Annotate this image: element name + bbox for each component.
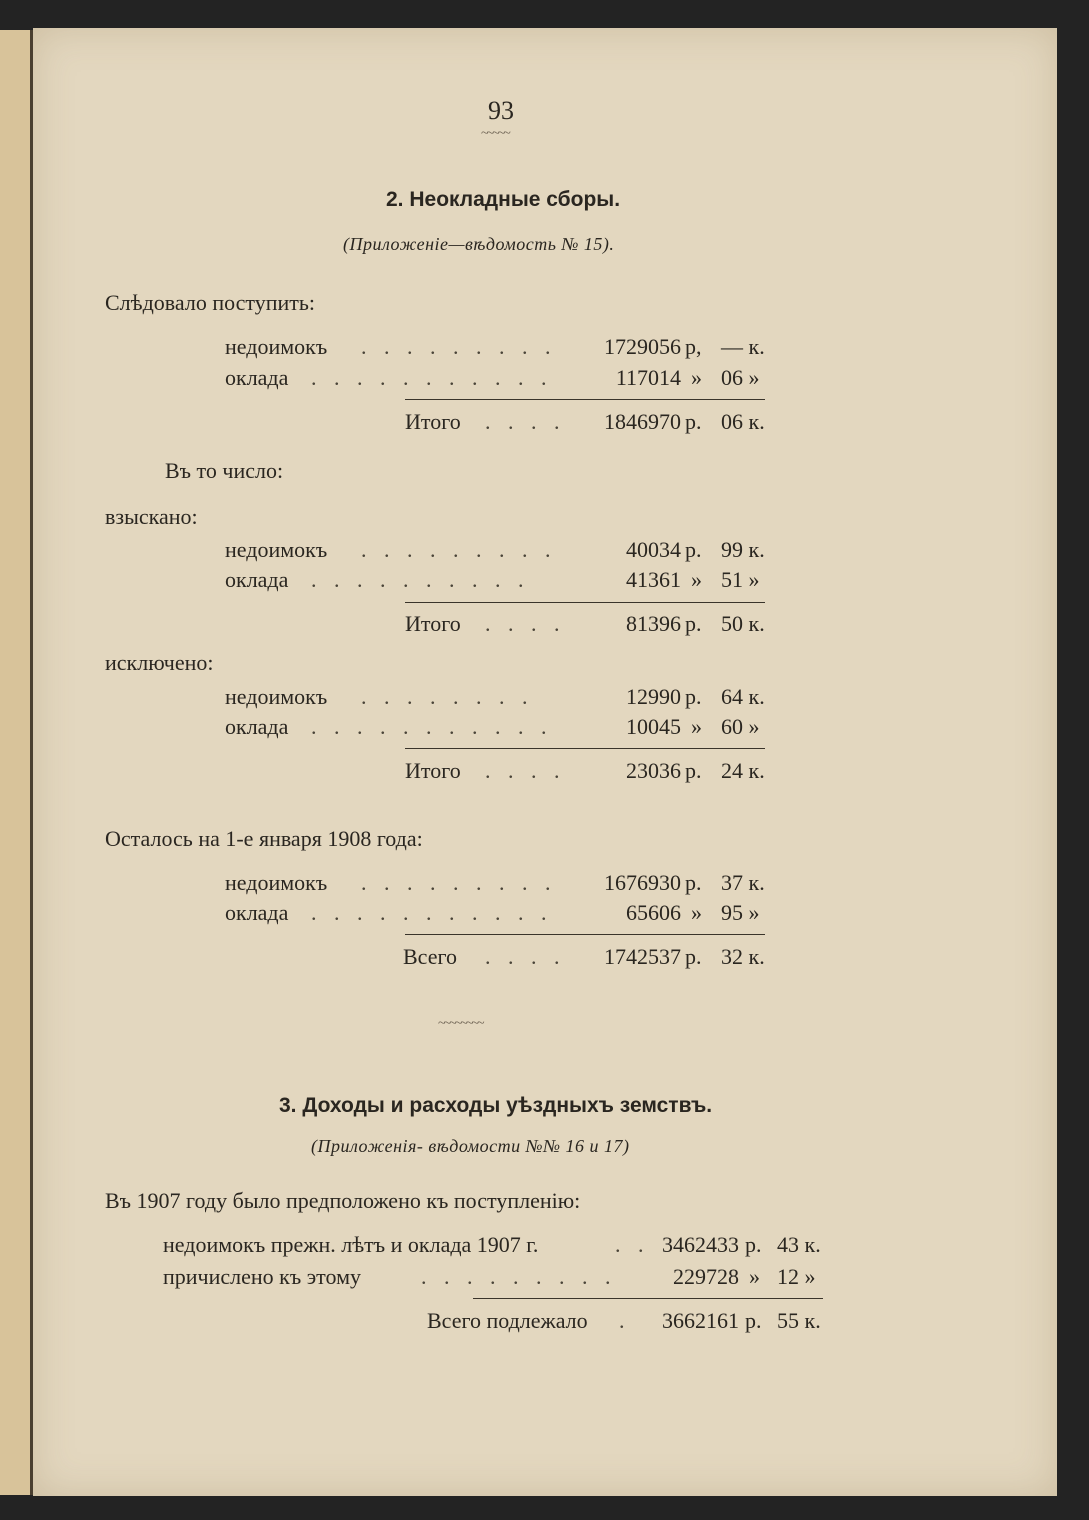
row-amount: 65606 bbox=[626, 900, 681, 925]
total-dots: . . . . bbox=[485, 944, 566, 969]
row-rub: р. bbox=[685, 684, 702, 709]
book-page bbox=[33, 28, 1057, 1496]
row-dots: . . . . . . . . . . . bbox=[311, 714, 553, 739]
total-amount: 81396 bbox=[626, 611, 681, 636]
total-rub: р. bbox=[685, 409, 702, 434]
row-kop: 64 к. bbox=[721, 684, 765, 709]
total-kop: 55 к. bbox=[777, 1308, 821, 1333]
section2-subtitle: (Приложеніе—вѣдомость № 15). bbox=[343, 234, 615, 254]
top-ornament: ~~~~~ bbox=[481, 126, 509, 141]
section3-subtitle: (Приложенія- вѣдомости №№ 16 и 17) bbox=[311, 1136, 630, 1156]
sum-rule bbox=[405, 748, 765, 749]
row-kop: 43 к. bbox=[777, 1232, 821, 1257]
row-rub: » bbox=[749, 1264, 760, 1289]
total-dots: . . . . bbox=[485, 409, 566, 434]
total-rub: р. bbox=[685, 944, 702, 969]
row-dots: . . . . . . . . bbox=[361, 684, 534, 709]
row-rub: » bbox=[691, 365, 702, 390]
adjacent-page-edge bbox=[0, 30, 33, 1495]
total-amount: 3662161 bbox=[662, 1308, 739, 1333]
total-kop: 24 к. bbox=[721, 758, 765, 783]
total-kop: 50 к. bbox=[721, 611, 765, 636]
row-rub: » bbox=[691, 900, 702, 925]
row-kop: 95 » bbox=[721, 900, 760, 925]
total-label: Итого bbox=[405, 758, 461, 783]
row-dots: . . . . . . . . . bbox=[421, 1264, 617, 1289]
total-amount: 1846970 bbox=[604, 409, 681, 434]
row-kop: 06 » bbox=[721, 365, 760, 390]
section2-title: 2. Неокладные сборы. bbox=[386, 188, 621, 211]
row-dots: . . . . . . . . . bbox=[361, 537, 557, 562]
row-label: недоимокъ bbox=[225, 537, 328, 562]
total-kop: 06 к. bbox=[721, 409, 765, 434]
row-dots: . . . . . . . . . bbox=[361, 334, 557, 359]
sum-rule bbox=[405, 399, 765, 400]
row-amount: 12990 bbox=[626, 684, 681, 709]
page-number: 93 bbox=[488, 96, 514, 125]
row-label: оклада bbox=[225, 900, 289, 925]
total-kop: 32 к. bbox=[721, 944, 765, 969]
row-dots: . . . . . . . . . . . bbox=[311, 365, 553, 390]
row-dots: . . . . . . . . . bbox=[361, 870, 557, 895]
total-label: Всего подлежало bbox=[427, 1308, 588, 1333]
remaining-title: Осталось на 1-е января 1908 года: bbox=[105, 826, 423, 851]
row-rub: р. bbox=[745, 1232, 762, 1257]
row-dots: . . bbox=[615, 1232, 650, 1257]
row-amount: 1676930 bbox=[604, 870, 681, 895]
row-amount: 10045 bbox=[626, 714, 681, 739]
total-rub: р. bbox=[685, 758, 702, 783]
row-amount: 117014 bbox=[615, 365, 681, 390]
total-dots: . bbox=[619, 1308, 631, 1333]
sum-rule bbox=[473, 1298, 823, 1299]
row-label: оклада bbox=[225, 365, 289, 390]
total-dots: . . . . bbox=[485, 758, 566, 783]
total-dots: . . . . bbox=[485, 611, 566, 636]
row-dots: . . . . . . . . . . bbox=[311, 567, 530, 592]
row-label: оклада bbox=[225, 714, 289, 739]
row-label: оклада bbox=[225, 567, 289, 592]
section-divider-ornament: ~~~~~~~~ bbox=[438, 1016, 483, 1031]
total-rub: р. bbox=[685, 611, 702, 636]
row-rub: р. bbox=[685, 537, 702, 562]
row-kop: 99 к. bbox=[721, 537, 765, 562]
excluded-title: исключено: bbox=[105, 650, 214, 675]
row-amount: 40034 bbox=[626, 537, 681, 562]
row-amount: 1729056 bbox=[604, 334, 681, 359]
row-kop: 12 » bbox=[777, 1264, 816, 1289]
row-rub: р. bbox=[685, 870, 702, 895]
including-label: Въ то число: bbox=[165, 458, 284, 483]
collected-title: взыскано: bbox=[105, 504, 198, 529]
row-rub: » bbox=[691, 567, 702, 592]
row-rub: » bbox=[691, 714, 702, 739]
row-amount: 229728 bbox=[673, 1264, 739, 1289]
total-label: Итого bbox=[405, 409, 461, 434]
row-kop: 60 » bbox=[721, 714, 760, 739]
total-amount: 23036 bbox=[626, 758, 681, 783]
row-kop: 37 к. bbox=[721, 870, 765, 895]
row-label: причислено къ этому bbox=[163, 1264, 361, 1289]
total-amount: 1742537 bbox=[604, 944, 681, 969]
section2-intro: Слѣдовало поступить: bbox=[105, 290, 316, 315]
total-rub: р. bbox=[745, 1308, 762, 1333]
row-amount: 41361 bbox=[626, 567, 681, 592]
section3-title: 3. Доходы и расходы уѣздныхъ земствъ. bbox=[279, 1094, 713, 1117]
row-kop: 51 » bbox=[721, 567, 760, 592]
row-label: недоимокъ прежн. лѣтъ и оклада 1907 г. bbox=[163, 1232, 539, 1257]
row-label: недоимокъ bbox=[225, 684, 328, 709]
row-label: недоимокъ bbox=[225, 334, 328, 359]
total-label: Итого bbox=[405, 611, 461, 636]
section3-intro: Въ 1907 году было предположено къ поступленію: bbox=[105, 1188, 581, 1213]
row-dots: . . . . . . . . . . . bbox=[311, 900, 553, 925]
row-kop: — к. bbox=[721, 334, 765, 359]
row-label: недоимокъ bbox=[225, 870, 328, 895]
total-label: Всего bbox=[403, 944, 457, 969]
row-amount: 3462433 bbox=[662, 1232, 739, 1257]
sum-rule bbox=[405, 602, 765, 603]
sum-rule bbox=[405, 934, 765, 935]
row-rub: р, bbox=[685, 334, 702, 359]
